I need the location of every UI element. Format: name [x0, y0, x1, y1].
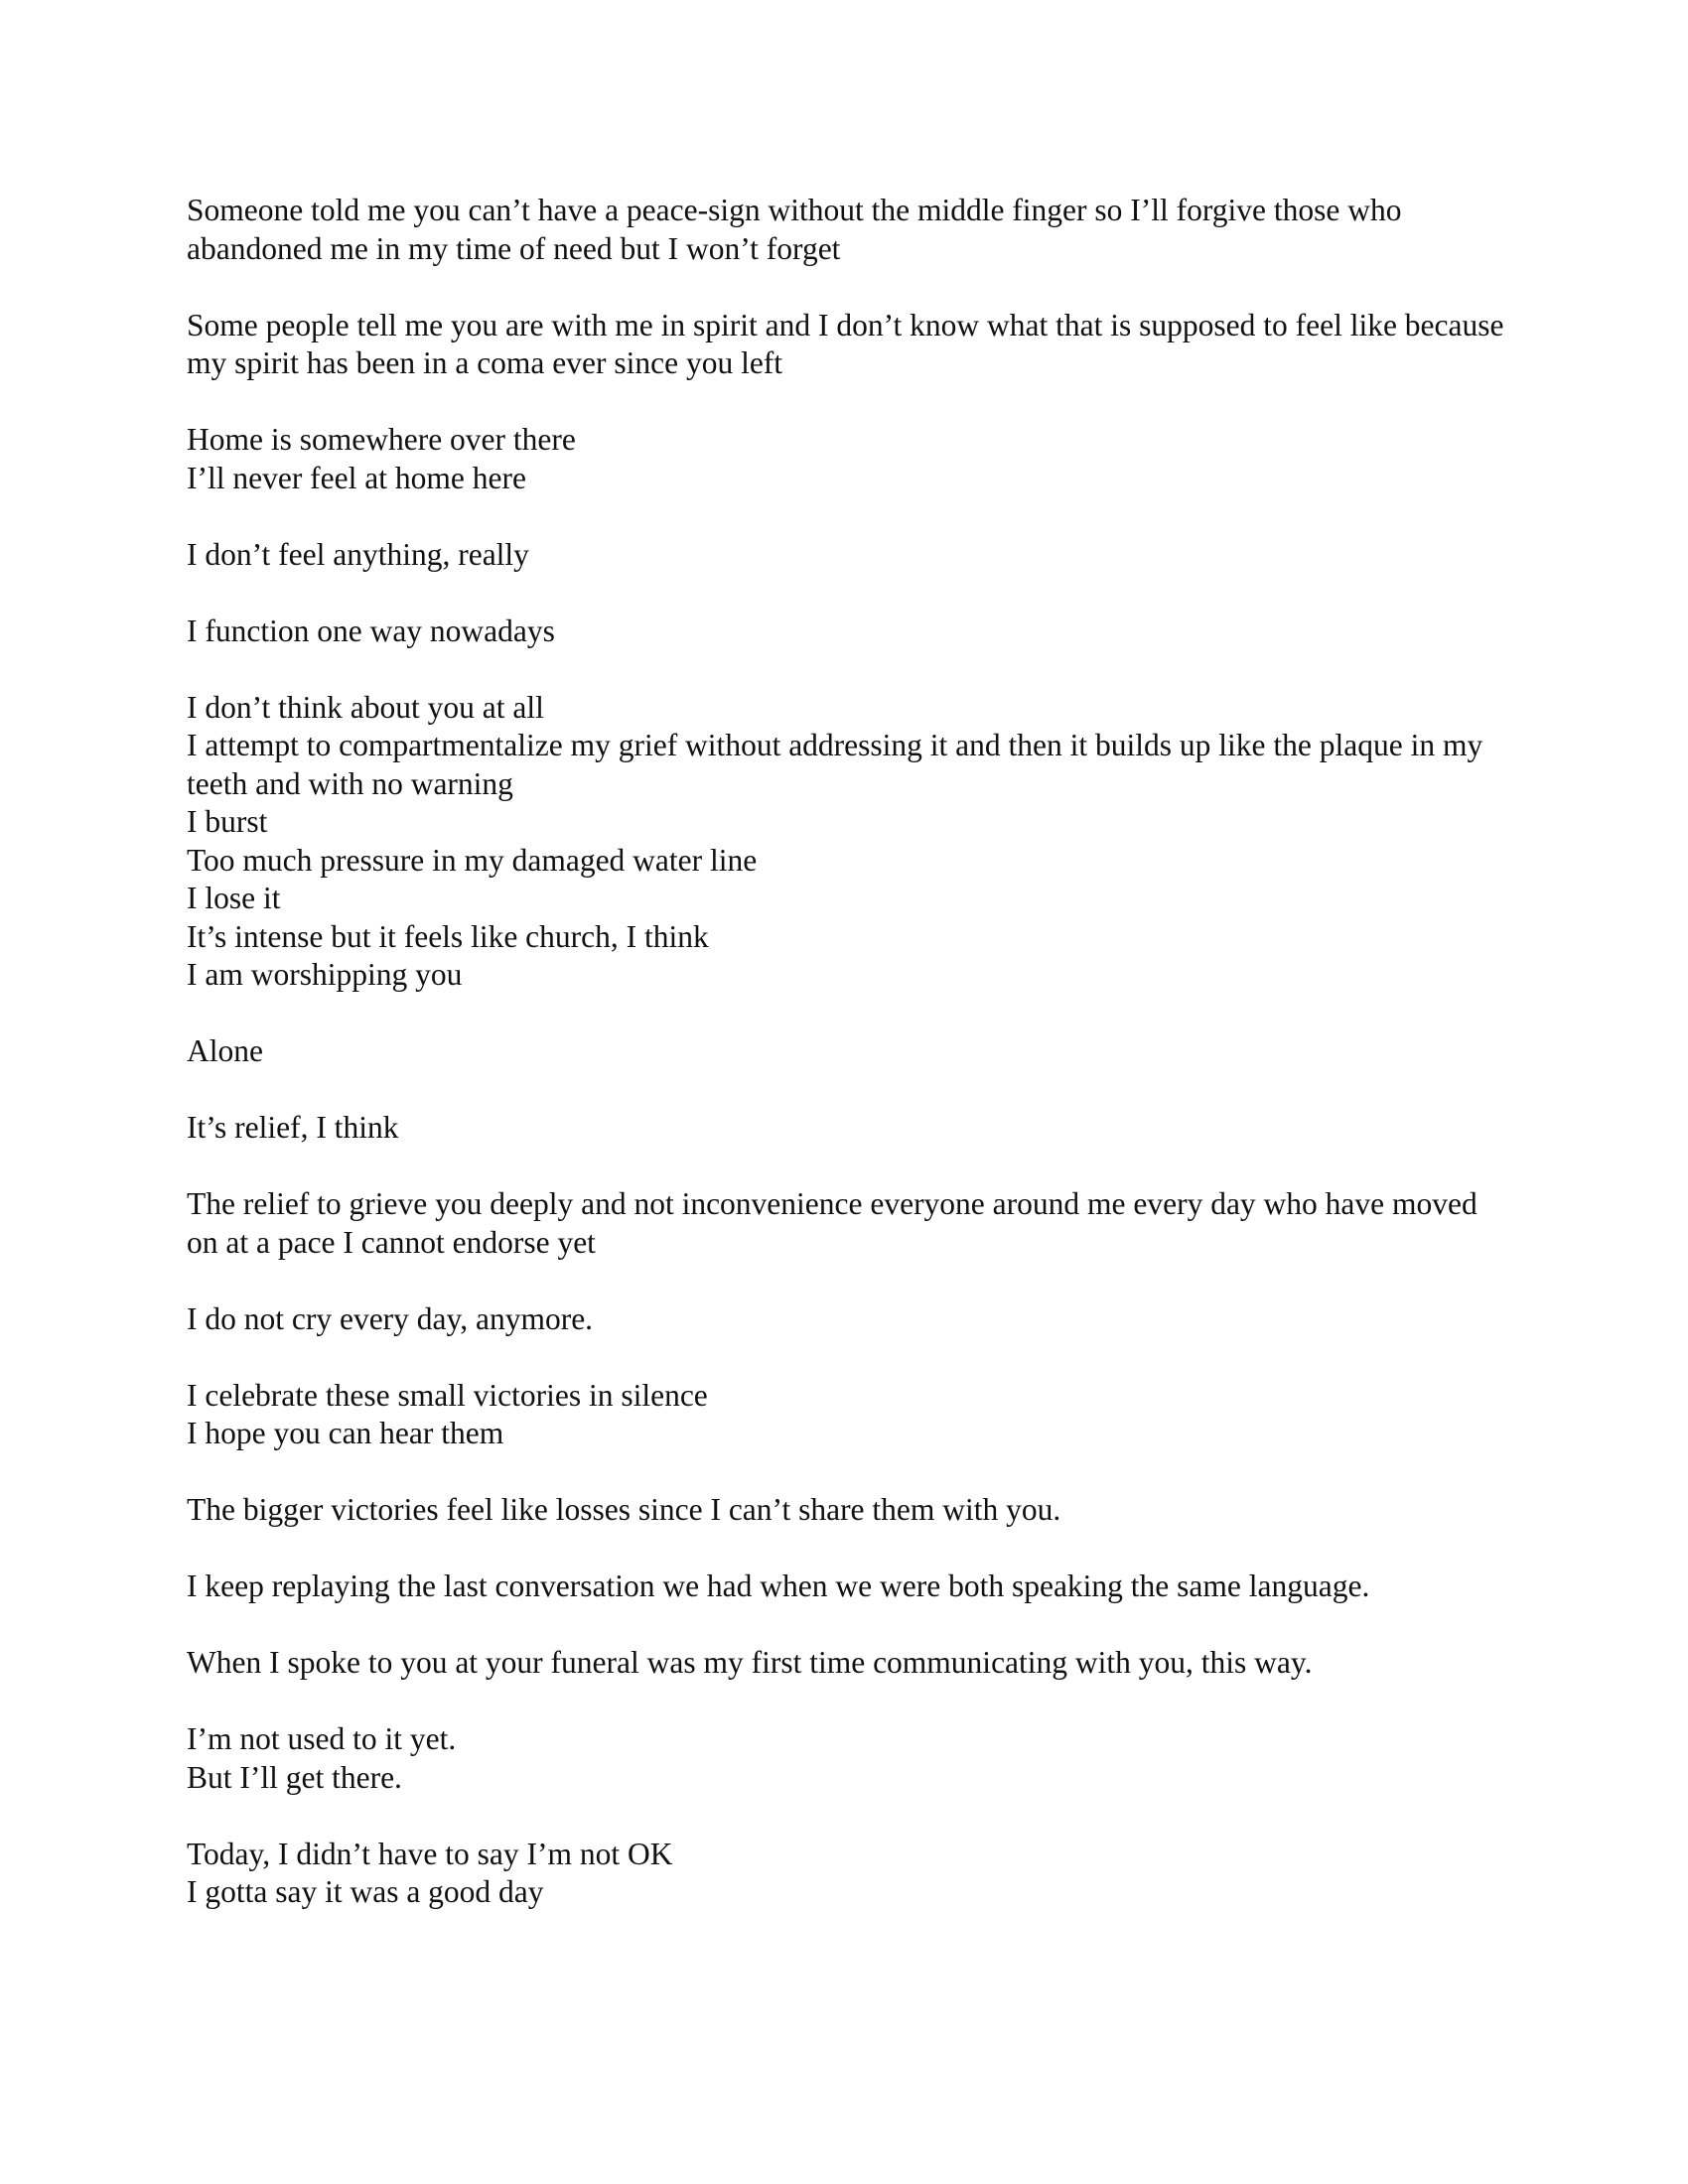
stanza — [187, 1491, 1507, 1530]
poem-line: I hope you can hear them — [187, 1416, 504, 1450]
stanza — [187, 613, 1507, 651]
poem-line: I don’t think about you at all — [187, 689, 544, 725]
stanza — [187, 1568, 1507, 1606]
poem-line: I keep replaying the last conversation we had when we were both speaking the same language. — [187, 1569, 1370, 1603]
poem-line: I’ll never feel at home here — [187, 460, 526, 495]
stanza — [187, 689, 1507, 995]
poem-line: I burst — [187, 804, 268, 839]
poem-line: The relief to grieve you deeply and not inconvenience everyone around me every day who have moved on at a pace I cannot endorse yet — [187, 1186, 1477, 1260]
poem-line: Too much pressure in my damaged water line — [187, 842, 758, 878]
poem-line: When I spoke to you at your funeral was my first time communicating with you, this way. — [187, 1645, 1313, 1680]
poem-line: But I’ll get there. — [187, 1759, 402, 1795]
stanza — [187, 307, 1507, 383]
poem-line: Someone told me you can’t have a peace-sign without the middle finger so I’ll forgive those who abandoned me in my time of need but I won’t forget — [187, 193, 1402, 266]
poem-line: I lose it — [187, 881, 281, 915]
poem-line: I don’t feel anything, really — [187, 536, 529, 572]
stanza — [187, 1109, 1507, 1148]
poem-line: I’m not used to it yet. — [187, 1721, 457, 1756]
stanza — [187, 1300, 1507, 1339]
stanza — [187, 1836, 1507, 1912]
poem-line: I do not cry every day, anymore. — [187, 1300, 594, 1336]
poem-line: Today, I didn’t have to say I’m not OK — [187, 1836, 673, 1871]
poem-line: Home is somewhere over there — [187, 422, 576, 457]
stanza — [187, 1185, 1507, 1262]
stanza — [187, 1720, 1507, 1797]
poem-line: It’s intense but it feels like church, I think — [187, 918, 709, 954]
stanza — [187, 1032, 1507, 1071]
poem-line: I am worshipping you — [187, 957, 463, 992]
poem-line: The bigger victories feel like losses since I can’t share them with you. — [187, 1492, 1061, 1527]
stanza — [187, 192, 1507, 268]
poem-line: I gotta say it was a good day — [187, 1874, 544, 1909]
poem-line: I celebrate these small victories in silence — [187, 1377, 708, 1413]
stanza — [187, 1644, 1507, 1683]
stanza — [187, 1377, 1507, 1453]
poem-line: Some people tell me you are with me in spirit and I don’t know what that is supposed to feel like because my spirit has been in a coma ever since you left — [187, 307, 1504, 380]
stanza — [187, 421, 1507, 497]
poem-body — [187, 192, 1507, 1912]
poem-line: I function one way nowadays — [187, 613, 555, 648]
poem-line: It’s relief, I think — [187, 1110, 399, 1145]
stanza — [187, 536, 1507, 575]
poem-line: I attempt to compartmentalize my grief without addressing it and then it builds up like the plaque in my teeth and with no warning — [187, 728, 1483, 801]
poem-line: Alone — [187, 1033, 263, 1068]
